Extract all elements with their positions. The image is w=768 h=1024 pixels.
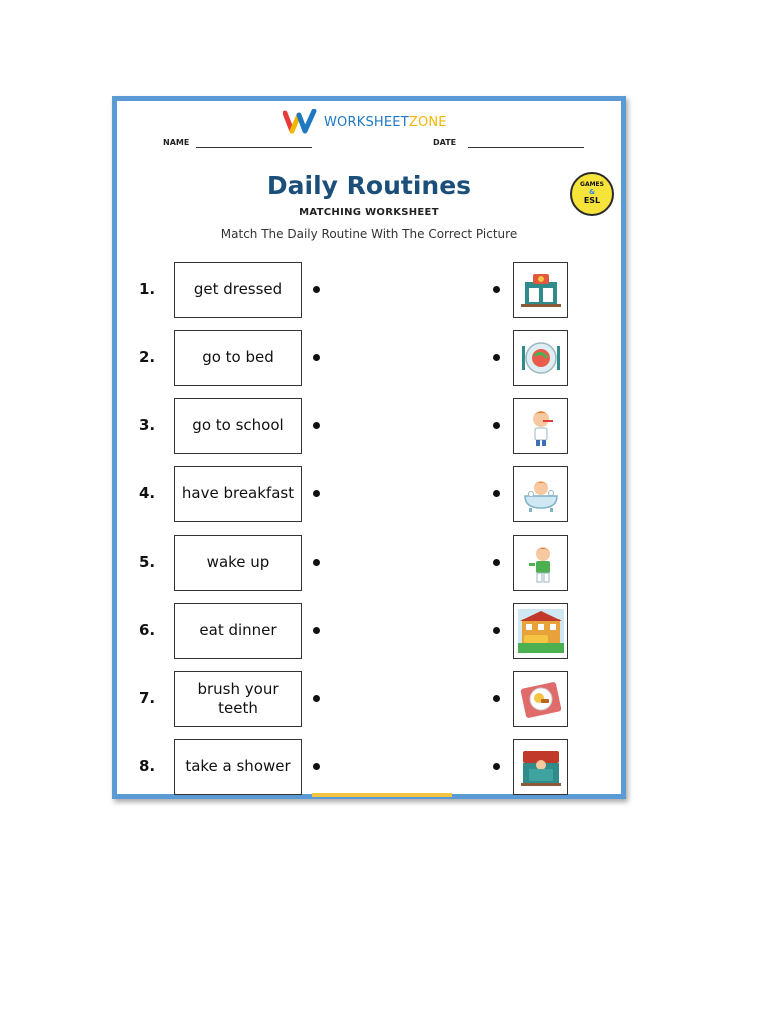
kitchen-stove-icon xyxy=(519,268,563,312)
word-box-2: go to bed xyxy=(174,330,302,386)
boy-in-bed-icon xyxy=(519,745,563,789)
word-dot-3[interactable] xyxy=(313,422,320,429)
row-number-3: 3. xyxy=(139,416,156,434)
word-box-4: have breakfast xyxy=(174,466,302,522)
word-dot-5[interactable] xyxy=(313,559,320,566)
worksheetzone-logo xyxy=(283,107,447,137)
word-box-8: take a shower xyxy=(174,739,302,795)
picture-dot-2[interactable] xyxy=(493,354,500,361)
word-box-6: eat dinner xyxy=(174,603,302,659)
word-box-3: go to school xyxy=(174,398,302,454)
row-number-7: 7. xyxy=(139,689,156,707)
word-dot-6[interactable] xyxy=(313,627,320,634)
school-building-icon xyxy=(518,609,564,653)
date-field-line[interactable] xyxy=(468,147,584,148)
games-esl-badge xyxy=(570,172,614,216)
boy-brushing-teeth-icon xyxy=(519,404,563,448)
badge-ampersand: & xyxy=(588,188,596,197)
picture-box-3 xyxy=(513,398,568,454)
worksheetzone-w-icon xyxy=(283,109,317,135)
row-number-2: 2. xyxy=(139,348,156,366)
boy-in-bathtub-icon xyxy=(519,472,563,516)
breakfast-plate-icon xyxy=(519,677,563,721)
date-label: DATE xyxy=(433,138,457,147)
name-field-line[interactable] xyxy=(196,147,312,148)
picture-dot-3[interactable] xyxy=(493,422,500,429)
word-dot-1[interactable] xyxy=(313,286,320,293)
page-title: Daily Routines xyxy=(266,171,472,200)
picture-dot-6[interactable] xyxy=(493,627,500,634)
row-number-1: 1. xyxy=(139,280,156,298)
row-number-8: 8. xyxy=(139,757,156,775)
picture-dot-1[interactable] xyxy=(493,286,500,293)
logo-wordmark xyxy=(324,115,447,130)
word-dot-8[interactable] xyxy=(313,763,320,770)
badge-esl-text: ESL xyxy=(583,195,601,205)
picture-dot-4[interactable] xyxy=(493,490,500,497)
row-number-6: 6. xyxy=(139,621,156,639)
logo-word-zone: ZONE xyxy=(408,114,447,130)
picture-dot-5[interactable] xyxy=(493,559,500,566)
logo-word-worksheet: WORKSHEET xyxy=(324,114,409,130)
word-dot-2[interactable] xyxy=(313,354,320,361)
picture-box-5 xyxy=(513,535,568,591)
page-subtitle: MATCHING WORKSHEET xyxy=(299,207,439,218)
picture-dot-8[interactable] xyxy=(493,763,500,770)
worksheet-page xyxy=(112,96,626,799)
boy-dressing-icon xyxy=(519,541,563,585)
word-dot-4[interactable] xyxy=(313,490,320,497)
word-dot-7[interactable] xyxy=(313,695,320,702)
picture-box-2 xyxy=(513,330,568,386)
dinner-plate-icon xyxy=(519,336,563,380)
picture-box-4 xyxy=(513,466,568,522)
picture-box-7 xyxy=(513,671,568,727)
badge-games-text: GAMES xyxy=(580,181,604,189)
bottom-accent-bar xyxy=(312,793,452,797)
word-box-1: get dressed xyxy=(174,262,302,318)
picture-box-1 xyxy=(513,262,568,318)
picture-box-6 xyxy=(513,603,568,659)
word-box-5: wake up xyxy=(174,535,302,591)
picture-dot-7[interactable] xyxy=(493,695,500,702)
picture-box-8 xyxy=(513,739,568,795)
row-number-4: 4. xyxy=(139,484,156,502)
word-box-7: brush your teeth xyxy=(174,671,302,727)
row-number-5: 5. xyxy=(139,553,156,571)
instruction-text: Match The Daily Routine With The Correct Picture xyxy=(220,227,518,241)
name-label: NAME xyxy=(163,138,190,147)
